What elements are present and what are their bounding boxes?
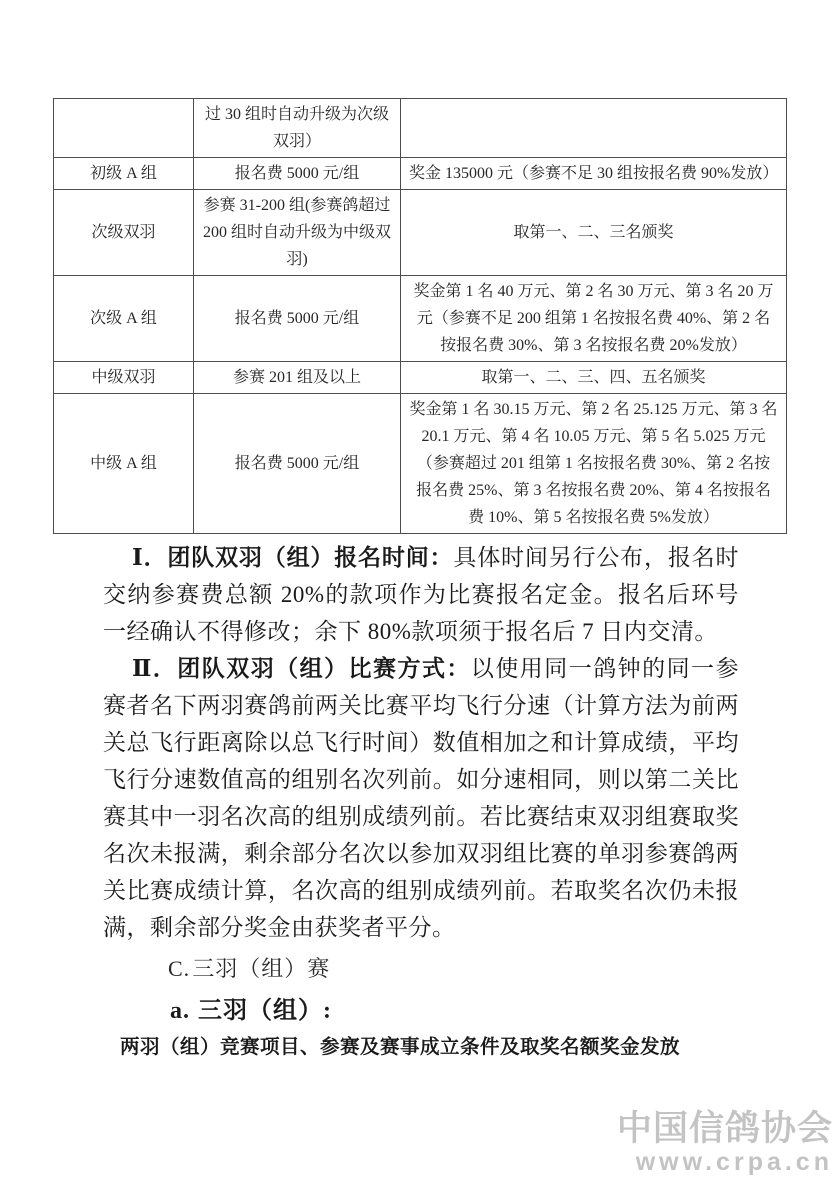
watermark-org-name: 中国信鸽协会 [616,1109,833,1148]
group-cell [54,99,194,158]
prize-cell: 取第一、二、三、四、五名颁奖 [401,362,787,394]
table-row [54,362,787,394]
paragraph-registration-time [103,539,739,650]
group-cell: 初级 A 组 [54,158,194,190]
section-heading-c [168,952,330,983]
watermark [617,1110,833,1176]
watermark-url: www.crpa.cn [635,1147,833,1176]
group-cell: 次级 A 组 [54,276,194,362]
prize-cell [401,99,787,158]
paragraph-competition-method [103,650,739,946]
prize-cell: 取第一、二、三名颁奖 [401,190,787,276]
section-title: 三羽（组）赛 [192,956,331,981]
table-row [54,99,787,158]
section-bold-title: 两羽（组）竞赛项目、参赛及赛事成立条件及取奖名额奖金发放 [119,1037,681,1058]
paragraph-body: 具体时间另行公布，报名时交纳参赛费总额 20%的款项作为比赛报名定金。报名后环号一经确认不得修改；余下 80%款项须于报名后 7 日内交清。 [103,545,739,644]
entry-cell: 报名费 5000 元/组 [194,158,401,190]
prize-cell: 奖金第 1 名 40 万元、第 2 名 30 万元、第 3 名 20 万元（参赛不足 200 组第 1 名按报名费 40%、第 2 名按报名费 30%、第 3 名按报名费 20%发放） [401,276,787,362]
prize-cell: 奖金第 1 名 30.15 万元、第 2 名 25.125 万元、第 3 名 20.1 万元、第 4 名 10.05 万元、第 5 名 5.025 万元（参赛超过 201 组第 1 名按报名费 30%、第 2 名按报名费 25%、第 3 名按报名费 20%、第 4 名按报名费 10%、第 5 名按报名费 5%发放） [401,394,787,534]
entry-cell: 参赛 201 组及以上 [194,362,401,394]
section-label: a. [170,998,190,1024]
fee-table [53,98,787,534]
group-cell: 中级 A 组 [54,394,194,534]
entry-cell: 参赛 31-200 组(参赛鸽超过 200 组时自动升级为中级双羽) [194,190,401,276]
entry-cell: 过 30 组时自动升级为次级双羽） [194,99,401,158]
table-row [54,394,787,534]
group-cell: 次级双羽 [54,190,194,276]
entry-cell: 报名费 5000 元/组 [194,394,401,534]
entry-cell: 报名费 5000 元/组 [194,276,401,362]
section-title: 三羽（组）: [198,998,332,1024]
paragraph-lead: Ⅱ．团队双羽（组）比赛方式： [132,656,471,681]
section-heading-a [170,990,332,1025]
table-row [54,276,787,362]
body-text [103,539,739,946]
paragraph-body: 以使用同一鸽钟的同一参赛者名下两羽赛鸽前两关比赛平均飞行分速（计算方法为前两关总飞行距离除以总飞行时间）数值相加之和计算成绩，平均飞行分速数值高的组别名次列前。如分速相同，则以第二关比赛其中一羽名次高的组别成绩列前。若比赛结束双羽组赛取奖名次未报满，剩余部分名次以参加双羽组比赛的单羽参赛鸽两关比赛成绩计算，名次高的组别成绩列前。若取奖名次仍未报满，剩余部分奖金由获奖者平分。 [103,656,740,940]
prize-cell: 奖金 135000 元（参赛不足 30 组按报名费 90%发放） [401,158,787,190]
table-row [54,190,787,276]
paragraph-lead: Ⅰ．团队双羽（组）报名时间： [132,545,454,570]
section-label: C. [168,956,191,981]
table-row [54,158,787,190]
group-cell: 中级双羽 [54,362,194,394]
